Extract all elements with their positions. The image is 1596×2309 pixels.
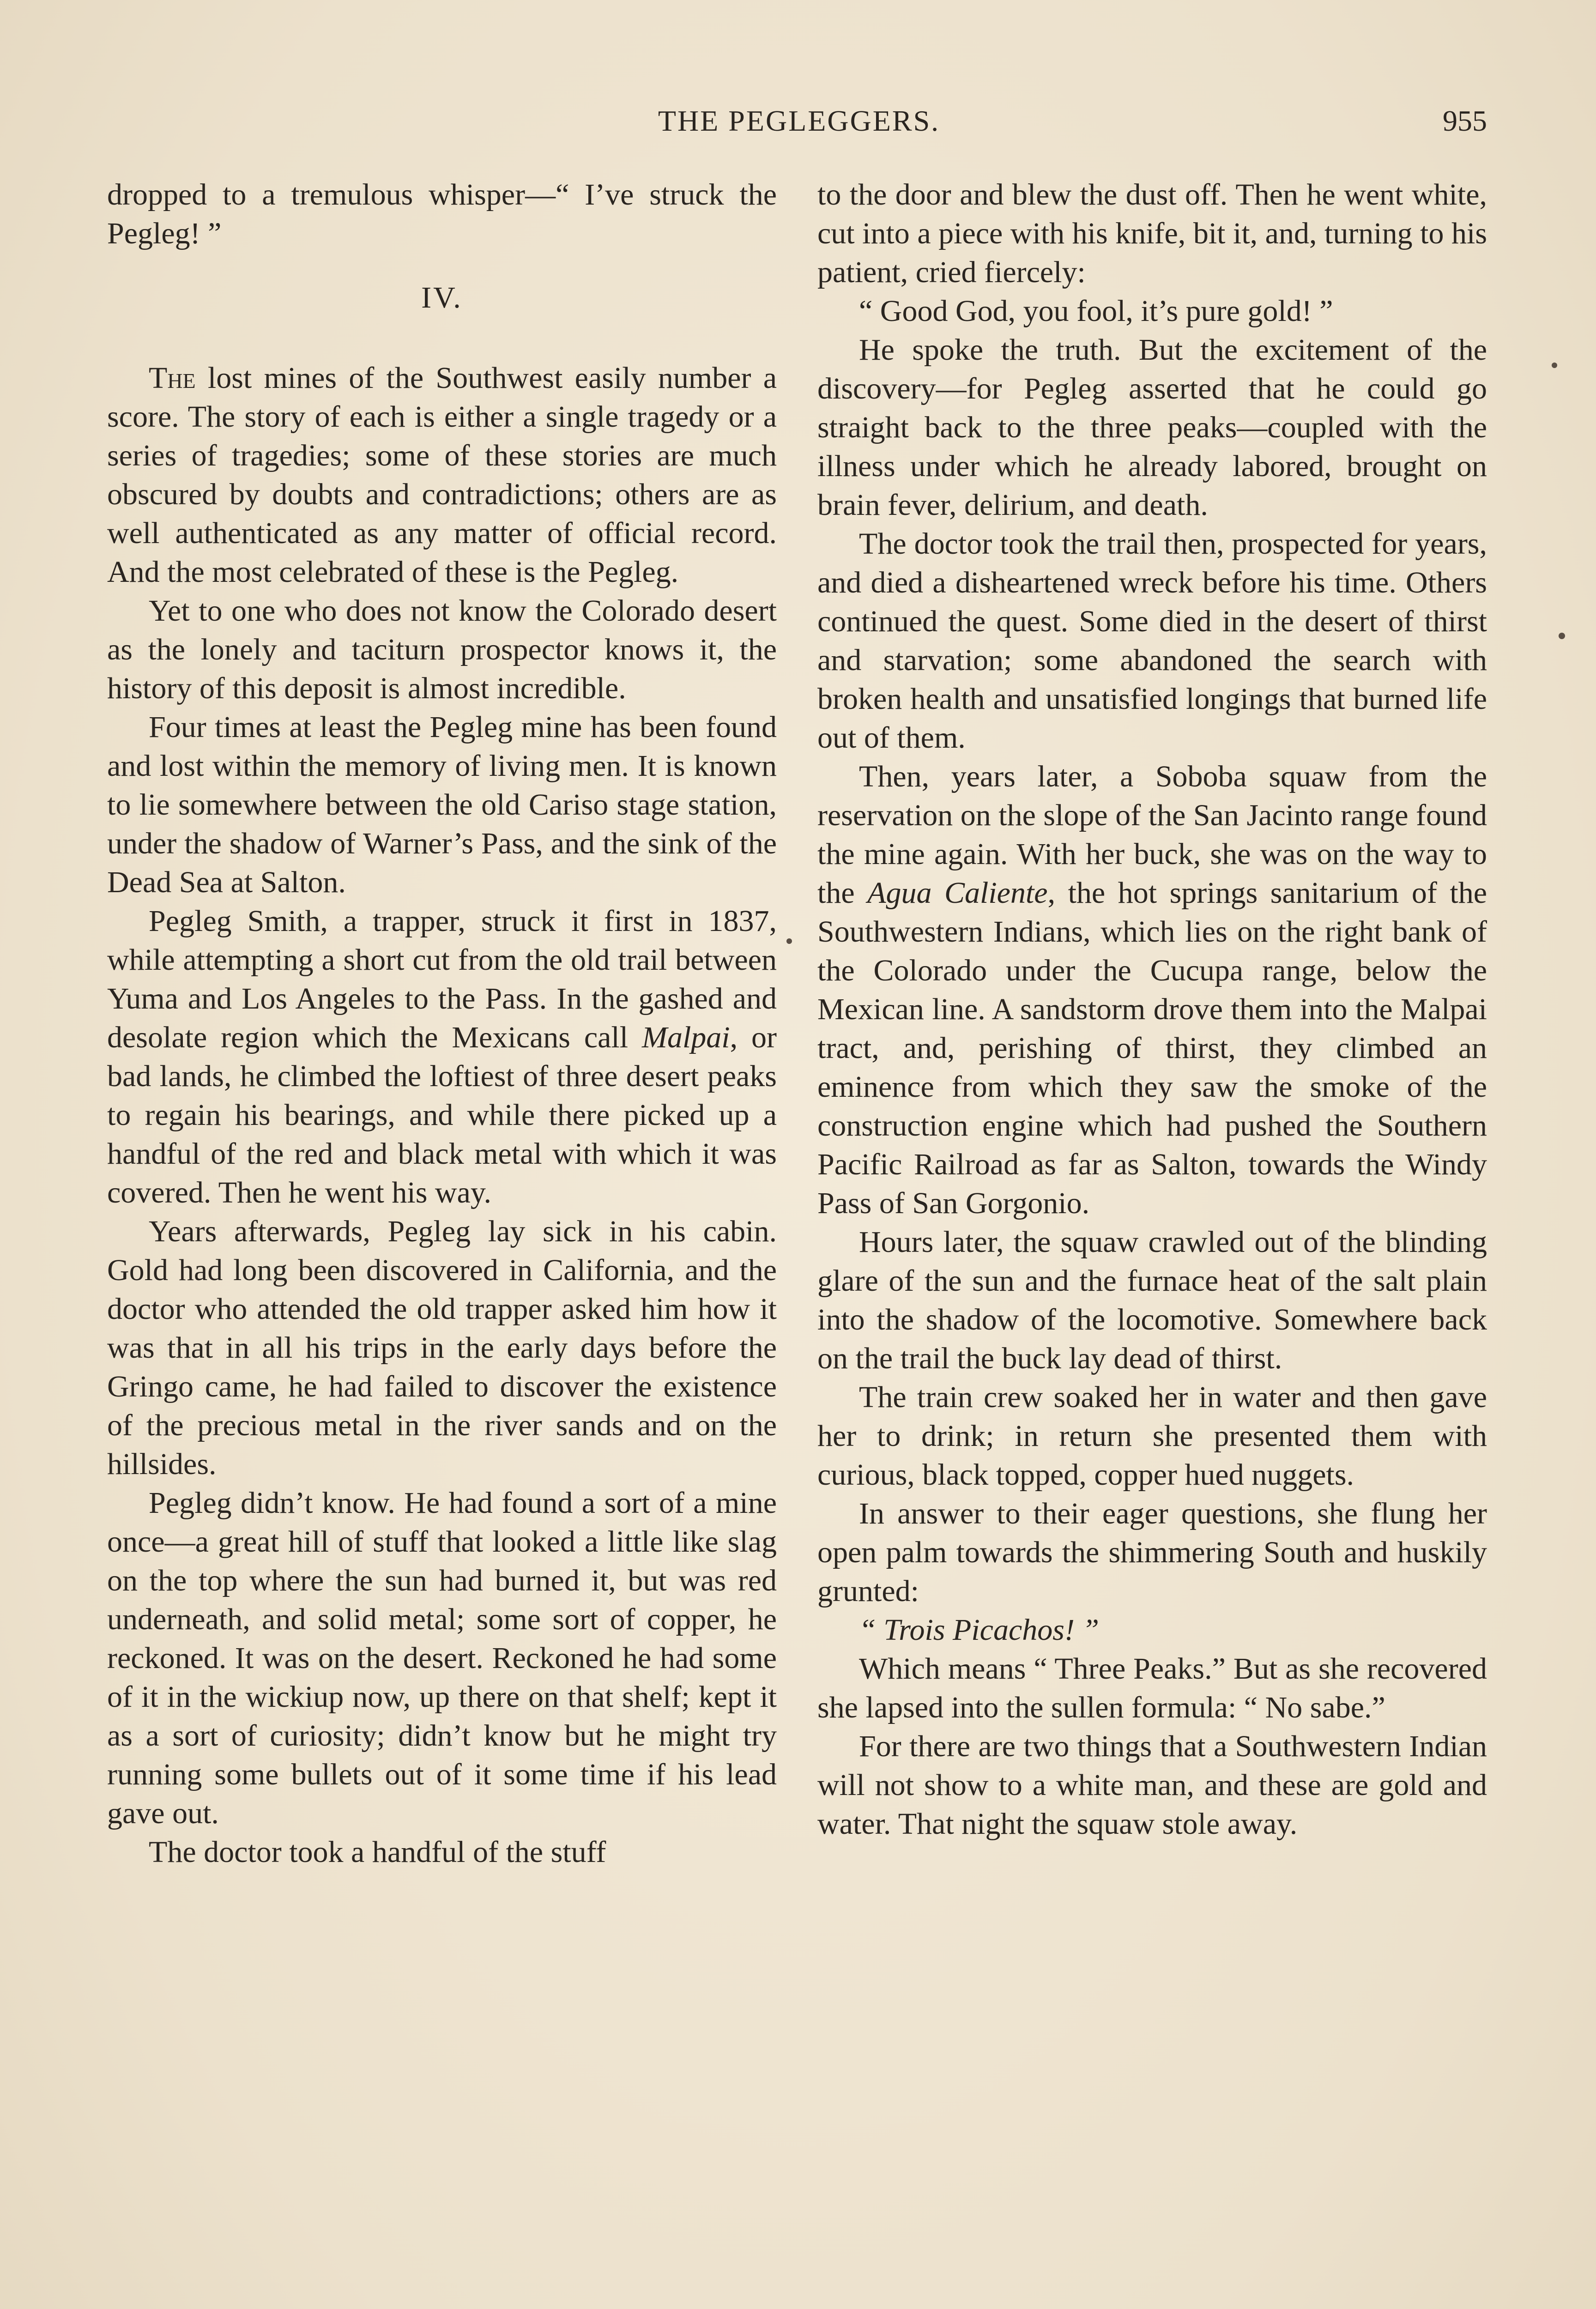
right-paragraph-6: In answer to their eager questions, she flung her open palm towards the shimmering South and huskily grunted: xyxy=(817,1497,1487,1608)
quote-pure-gold: “ Good God, you fool, it’s pure gold! ” xyxy=(859,294,1333,328)
page-number: 955 xyxy=(1443,104,1487,137)
running-header-title: THE PEGLEGGERS. xyxy=(658,104,940,137)
left-paragraph-1 xyxy=(107,359,777,592)
right-opening-text: to the door and blew the dust off. Then he went white, cut into a piece with his knife, bit it, and, turning to his patient, cried fiercely: xyxy=(817,178,1487,289)
right-paragraph-3-b: , the hot springs sanitarium of the Southwestern Indians, which lies on the right bank of the Colorado under the Cucupa range, below the Mexican line. A sandstorm drove them into the Malpai tract, and, perishing of thirst, they climbed an eminence from which they saw the smoke of the construction engine which had pushed the Southern Pacific Railroad as far as Salton, towards the Windy Pass of San Gorgonio. xyxy=(817,876,1487,1220)
italic-trois-picachos: “ Trois Picachos! ” xyxy=(859,1613,1100,1647)
right-column xyxy=(817,175,1487,1844)
left-paragraph-7: The doctor took a handful of the stuff xyxy=(149,1835,606,1869)
quote-trois-picachos xyxy=(817,1611,1487,1650)
small-caps-lead: The xyxy=(149,361,196,395)
right-paragraph-2: The doctor took the trail then, prospected for years, and died a disheartened wreck before his time. Others continued the quest. Some died in the desert of thirst and starvation; some abandoned the search with broken health and unsatisfied longings that burned life out of them. xyxy=(817,527,1487,755)
section-number: IV. xyxy=(421,281,463,314)
right-paragraph-8: For there are two things that a Southwestern Indian will not show to a white man, and these are gold and water. That night the squaw stole away. xyxy=(817,1729,1487,1841)
left-paragraph-3: Four times at least the Pegleg mine has been found and lost within the memory of living men. It is known to lie somewhere between the old Cariso stage station, under the shadow of Warner’s Pass, and the sink of the Dead Sea at Salton. xyxy=(107,710,777,899)
left-paragraph-4 xyxy=(107,902,777,1212)
right-paragraph-5: The train crew soaked her in water and then gave her to drink; in return she presented them with curious, black topped, copper hued nuggets. xyxy=(817,1380,1487,1492)
left-paragraph-6: Pegleg didn’t know. He had found a sort of a mine once—a great hill of stuff that looked a little like slag on the top where the sun had burned it, but was red underneath, and solid metal; some sort of copper, he reckoned. It was on the desert. Reckoned he had some of it in the wickiup now, up there on that shelf; kept it as a sort of curiosity; didn’t know but he might try running some bullets out of it some time if his lead gave out. xyxy=(107,1486,777,1830)
italic-agua-caliente: Agua Caliente xyxy=(867,876,1048,910)
right-paragraph-4: Hours later, the squaw crawled out of the blinding glare of the sun and the furnace heat of the salt plain into the shadow of the locomotive. Somewhere back on the trail the buck lay dead of thirst. xyxy=(817,1225,1487,1375)
left-column xyxy=(107,175,777,1872)
print-speck xyxy=(1552,363,1557,368)
right-paragraph-3 xyxy=(817,757,1487,1223)
left-paragraph-5: Years afterwards, Pegleg lay sick in his cabin. Gold had long been discovered in California, and the doctor who attended the old trapper asked him how it was that in all his trips in the early days before the Gringo came, he had failed to discover the existence of the precious metal in the river sands and on the hillsides. xyxy=(107,1215,777,1481)
left-paragraph-4-a: Pegleg Smith, a trapper, struck it first in 1837, while attempting a short cut from the old trail between Yuma and Los Angeles to the Pass. In the gashed and desolate region which the Mexicans call xyxy=(107,904,777,1054)
left-paragraph-2: Yet to one who does not know the Colorado desert as the lonely and taciturn prospector knows it, the history of this deposit is almost incredible. xyxy=(107,594,777,705)
print-speck xyxy=(786,938,792,944)
right-paragraph-1: He spoke the truth. But the excitement of the discovery—for Pegleg asserted that he could go straight back to the three peaks—coupled with the illness under which he already labored, brought on brain fever, delirium, and death. xyxy=(817,333,1487,522)
left-paragraph-4-b: , or bad lands, he climbed the loftiest of three desert peaks to regain his bearings, and while there picked up a handful of the red and black metal with which it was covered. Then he went his way. xyxy=(107,1021,777,1209)
left-paragraph-1-text: lost mines of the Southwest easily number a score. The story of each is either a single tragedy or a series of tragedies; some of these stories are much obscured by doubts and contradictions; others are as well authenticated as any matter of official record. And the most celebrated of these is the Pegleg. xyxy=(107,361,777,589)
print-speck xyxy=(1559,633,1565,639)
right-paragraph-3-a: Then, years later, a Soboba squaw from the reservation on the slope of the San Jacinto range found the mine again. With her buck, she was on the way to the xyxy=(817,760,1487,910)
right-paragraph-7: Which means “ Three Peaks.” But as she recovered she lapsed into the sullen formula: “ No sabe.” xyxy=(817,1652,1487,1724)
left-opening-text: dropped to a tremulous whisper—“ I’ve struck the Pegleg! ” xyxy=(107,178,777,250)
italic-malpai: Malpai xyxy=(641,1021,730,1054)
